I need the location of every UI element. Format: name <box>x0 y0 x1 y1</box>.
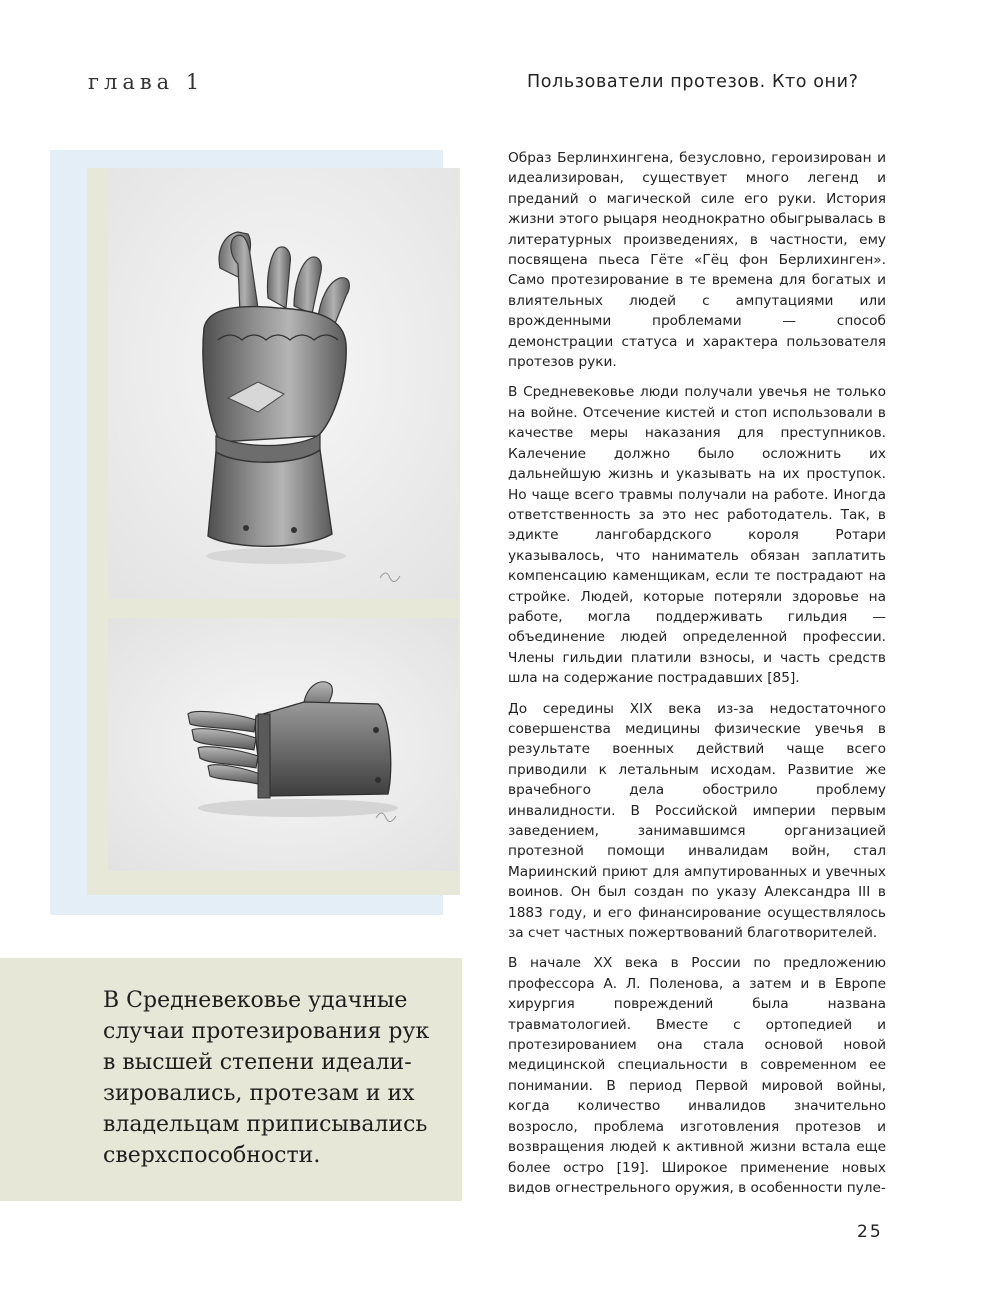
iron-hand-lying-illustration <box>108 618 458 871</box>
body-paragraph: В начале XX века в России по предложению профессора А. Л. Поленова, а затем и в Европе хирургия повреждений была названа травматологией. Вместе с ортопедией и протезированием она стала основой новой медицинской специальности в современном ее понимании. В период Первой мировой войны, когда количество инвалидов значительно возросло, проблема изготовления протезов и возвращения людей к активной жизни встала еще более остро [19]. Широкое применение новых видов огнестрельного оружия, в особенности пуле- <box>508 955 886 1196</box>
chapter-label: глава 1 <box>88 70 205 94</box>
body-text-column <box>508 148 886 1208</box>
body-paragraph: До середины XIX века из-за недостаточного совершенства медицины физические увечья в результате военных действий чаще всего приводили к летальным исходам. Развитие же врачебного дела обострило проблему инвалидности. В Российской империи первым заведением, занимавшимся организацией протезной помощи инвалидам войн, стал Мариинский приют для ампутированных и увечных воинов. Он был создан по указу Александра III в 1883 году, и его финансирование осуществлялось за счет частных пожертвований благотворителей. <box>508 700 886 942</box>
page-number: 25 <box>857 1222 883 1242</box>
pull-quote: В Средневековье удачные случаи протезирования рук в высшей степени идеализировались, протезам и их владельцам приписывались сверхспособности. <box>103 988 430 1168</box>
chapter-title: Пользователи протезов. Кто они? <box>527 72 859 92</box>
body-paragraph: Образ Берлинхингена, безусловно, героизирован и идеализирован, существует много легенд и преданий о магической силе его руки. История жизни этого рыцаря неоднократно обыгрывалась в литературных произведениях, в частности, ему посвящена пьеса Гёте «Гёц фон Берлихинген». Само протезирование в те времена для богатых и влиятельных людей с ампутациями или врожденными проблемами — способ демонстрации статуса и характера пользователя протезов руки. <box>508 150 886 371</box>
iron-hand-upright-illustration <box>108 168 458 599</box>
body-paragraph: В Средневековье люди получали увечья не только на войне. Отсечение кистей и стоп использовали в качестве меры наказания для преступников. Калечение должно было осложнить их дальнейшую жизнь и указывать на их проступок. Но чаще всего травмы получали на работе. Иногда ответственность за это нес работодатель. Так, в эдикте лангобардского короля Ротари указывалось, что наниматель обязан заплатить компенсацию каменщикам, если те пострадают на стройке. Людей, которые потеряли здоровье на работе, могла поддерживать гильдия — объединение людей определенной профессии. Члены гильдии платили взносы, и часть средств шла на содержание пострадавших [85]. <box>508 384 886 687</box>
